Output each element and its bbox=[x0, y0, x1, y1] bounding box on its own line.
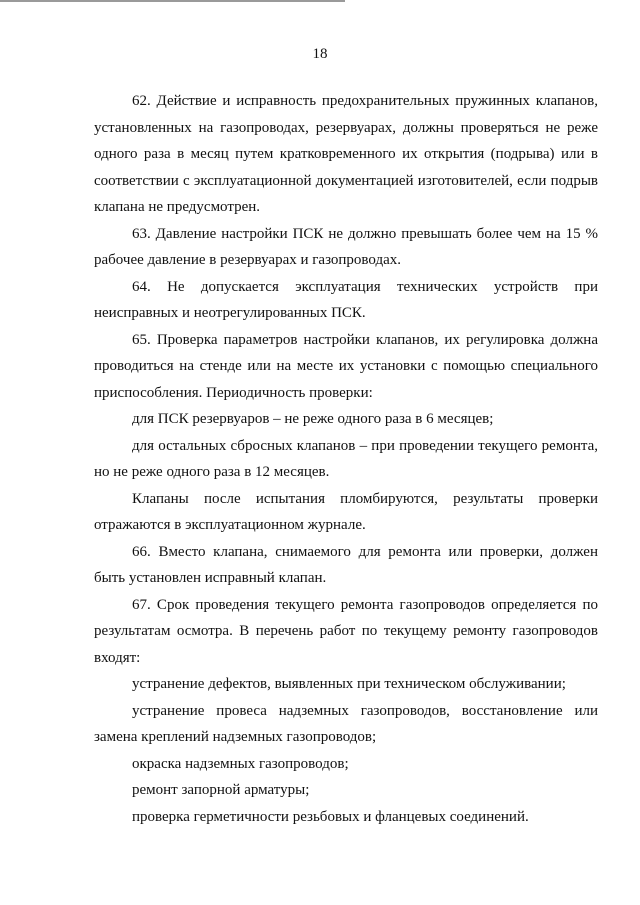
paragraph-66: 66. Вместо клапана, снимаемого для ремонта или проверки, должен быть установлен исправный клапан. bbox=[94, 543, 598, 586]
paragraph-62: 62. Действие и исправность предохранительных пружинных клапанов, установленных на газопроводах, резервуарах, должны проверяться не реже одного раза в месяц путем кратковременного их открытия (подрыва) или в соответствии с эксплуатационной документацией изготовителей, если подрыв клапана не предусмотрен. bbox=[94, 93, 598, 215]
paragraph-sealing: Клапаны после испытания пломбируются, результаты проверки отражаются в эксплуатационном журнале. bbox=[94, 490, 598, 533]
list-item-tightness: проверка герметичности резьбовых и фланцевых соединений. bbox=[132, 808, 529, 825]
document-body bbox=[94, 88, 598, 830]
paragraph-64: 64. Не допускается эксплуатация технических устройств при неисправных и неотрегулированных ПСК. bbox=[94, 278, 598, 321]
list-item-psk-reservoirs: для ПСК резервуаров – не реже одного раза в 6 месяцев; bbox=[132, 411, 494, 427]
paragraph-63: 63. Давление настройки ПСК не должно превышать более чем на 15 % рабочее давление в резервуарах и газопроводах. bbox=[94, 225, 598, 268]
scan-edge-line bbox=[0, 0, 345, 2]
list-item-defects: устранение дефектов, выявленных при техническом обслуживании; bbox=[132, 676, 566, 692]
paragraph-65: 65. Проверка параметров настройки клапанов, их регулировка должна проводиться на стенде или на месте их установки с помощью специального приспособления. Периодичность проверки: bbox=[94, 331, 598, 401]
list-item-other-valves: для остальных сбросных клапанов – при проведении текущего ремонта, но не реже одного раза в 12 месяцев. bbox=[94, 437, 598, 480]
list-item-valves-repair: ремонт запорной арматуры; bbox=[132, 782, 310, 798]
list-item-sag: устранение провеса надземных газопроводов, восстановление или замена креплений надземных газопроводов; bbox=[94, 702, 598, 745]
page-number: 18 bbox=[312, 46, 328, 62]
paragraph-67: 67. Срок проведения текущего ремонта газопроводов определяется по результатам осмотра. В перечень работ по текущему ремонту газопроводов входят: bbox=[94, 596, 598, 666]
list-item-painting: окраска надземных газопроводов; bbox=[132, 755, 349, 772]
